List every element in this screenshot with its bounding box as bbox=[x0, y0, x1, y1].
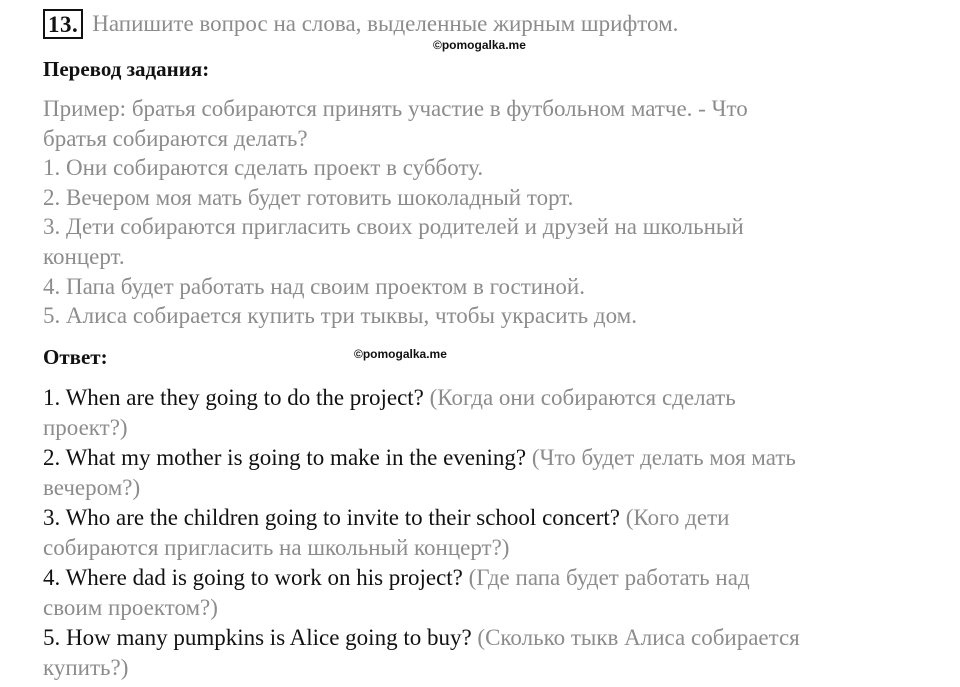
translation-line: 2. Вечером моя мать будет готовить шоколадный торт. bbox=[43, 184, 574, 210]
answer-english: 1. When are they going to do the project? bbox=[43, 385, 430, 410]
translation-title: Перевод задания: bbox=[43, 57, 210, 81]
answer-russian: собираются пригласить на школьный концерт?) bbox=[43, 535, 510, 560]
answer-line bbox=[43, 473, 943, 503]
answer-line bbox=[43, 503, 943, 533]
answer-line bbox=[43, 623, 943, 653]
translation-line: 4. Папа будет работать над своим проектом в гостиной. bbox=[43, 273, 585, 299]
answer-russian: купить?) bbox=[43, 655, 129, 680]
answer-line bbox=[43, 653, 943, 683]
translation-line: 5. Алиса собирается купить три тыквы, чтобы украсить дом. bbox=[43, 303, 637, 329]
translation-line: 3. Дети собираются пригласить своих родителей и друзей на школьный bbox=[43, 214, 744, 240]
answer-english: 2. What my mother is going to make in the evening? bbox=[43, 445, 532, 470]
task-instruction: Напишите вопрос на слова, выделенные жирным шрифтом. bbox=[92, 11, 679, 36]
answer-english: 4. Where dad is going to work on his project? bbox=[43, 565, 469, 590]
watermark-middle: ©pomogalka.me bbox=[354, 347, 447, 361]
answer-russian: (Когда они собираются сделать bbox=[429, 385, 736, 410]
answer-line bbox=[43, 593, 943, 623]
answer-russian: (Что будет делать моя мать bbox=[531, 445, 796, 470]
answer-russian: своим проектом?) bbox=[43, 595, 218, 620]
answer-russian: (Сколько тыкв Алиса собирается bbox=[477, 625, 800, 650]
answer-line bbox=[43, 413, 943, 443]
answer-line bbox=[43, 533, 943, 563]
answer-line bbox=[43, 443, 943, 473]
answer-english: 3. Who are the children going to invite to their school concert? bbox=[43, 505, 626, 530]
answer-title: Ответ: bbox=[43, 345, 108, 369]
answer-russian: (Где папа будет работать над bbox=[468, 565, 750, 590]
answer-english: 5. How many pumpkins is Alice going to buy? bbox=[43, 625, 478, 650]
answer-line bbox=[43, 383, 943, 413]
answer-line bbox=[43, 563, 943, 593]
translation-block bbox=[43, 94, 943, 331]
translation-line: 1. Они собираются сделать проект в субботу. bbox=[43, 155, 484, 181]
watermark-top: ©pomogalka.me bbox=[433, 38, 526, 52]
task-header bbox=[43, 7, 678, 41]
translation-line: братья собираются делать? bbox=[43, 125, 308, 151]
task-number-box: 13. bbox=[43, 9, 83, 39]
translation-line: Пример: братья собираются принять участие в футбольном матче. - Что bbox=[43, 96, 748, 121]
answer-russian: проект?) bbox=[43, 415, 128, 440]
answer-russian: вечером?) bbox=[43, 475, 141, 500]
answer-russian: (Кого дети bbox=[625, 505, 730, 530]
answer-block bbox=[43, 383, 943, 683]
translation-line: концерт. bbox=[43, 243, 125, 269]
